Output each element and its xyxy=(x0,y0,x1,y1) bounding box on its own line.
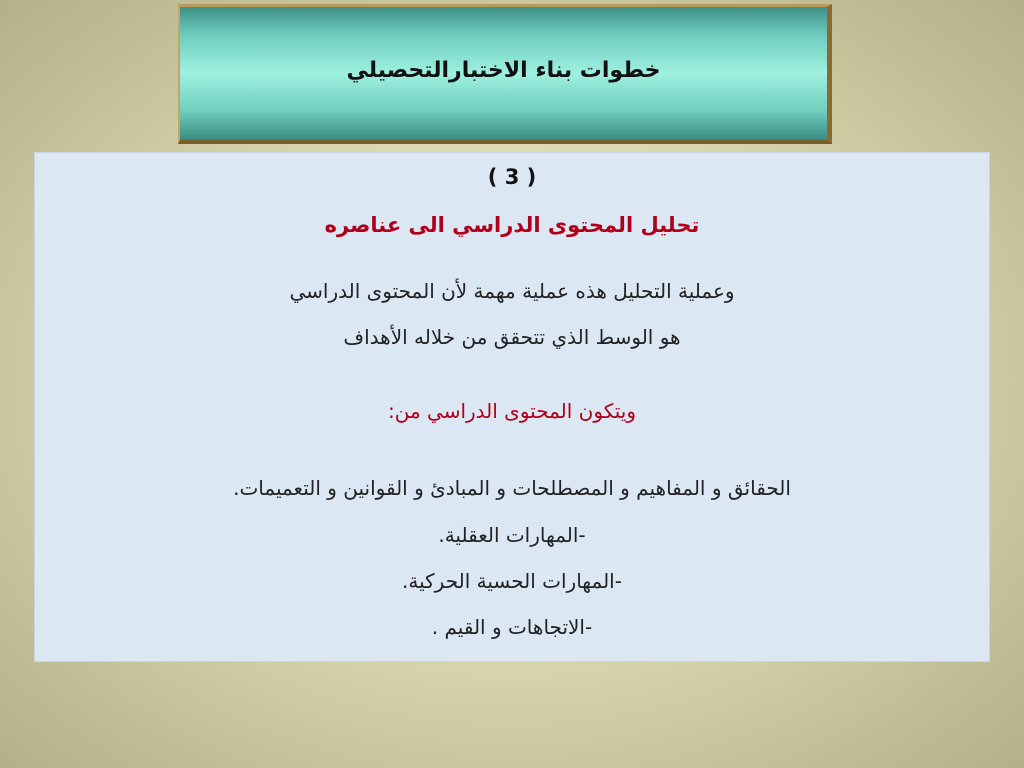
list-item: -المهارات العقلية. xyxy=(438,523,586,547)
paragraph-line-2: هو الوسط الذي تتحقق من خلاله الأهداف xyxy=(343,325,681,349)
step-title: تحليل المحتوى الدراسي الى عناصره xyxy=(324,213,700,237)
slide-title-banner xyxy=(178,4,832,144)
components-heading: ويتكون المحتوى الدراسي من: xyxy=(387,399,636,423)
step-number: ( 3 ) xyxy=(487,165,537,189)
paragraph-line-1: وعملية التحليل هذه عملية مهمة لأن المحتوى الدراسي xyxy=(289,279,735,303)
content-panel xyxy=(34,152,990,662)
slide-title: خطوات بناء الاختبارالتحصيلي xyxy=(346,58,661,83)
list-item: الحقائق و المفاهيم و المصطلحات و المبادئ و القوانين و التعميمات. xyxy=(233,476,791,500)
list-item: -الاتجاهات و القيم . xyxy=(431,615,593,639)
list-item: -المهارات الحسية الحركية. xyxy=(402,569,622,593)
